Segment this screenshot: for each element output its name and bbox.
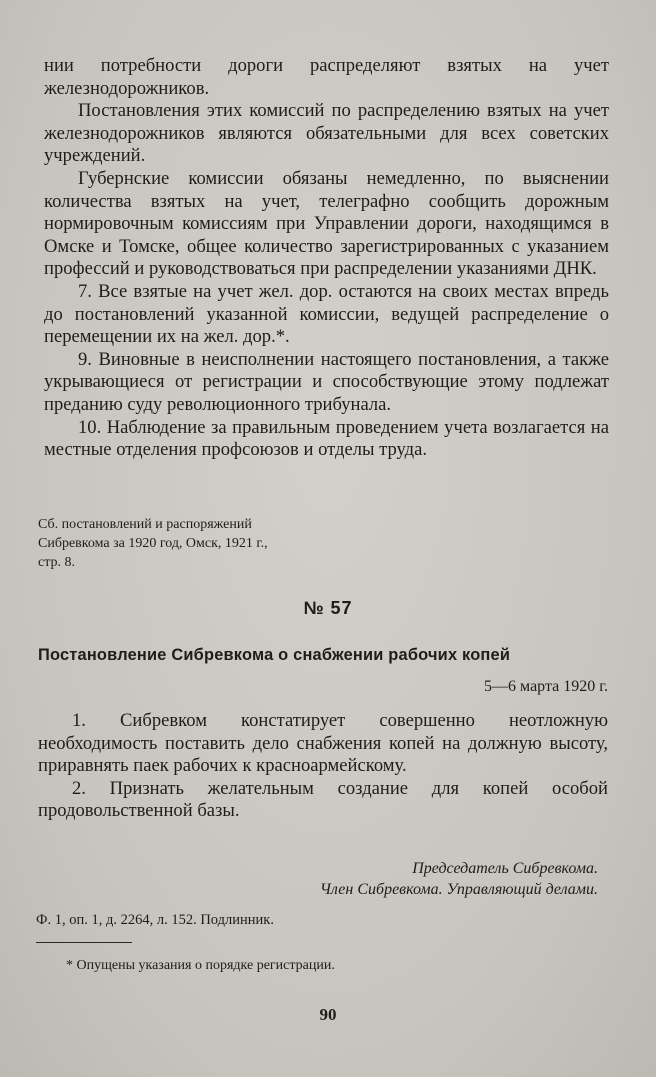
source-line: Сибревкома за 1920 год, Омск, 1921 г., [38, 536, 268, 551]
paragraph-item-9: 9. Виновные в неисполнении настоящего постановления, а также укрывающиеся от регистрации и способствующие этому подлежат преданию суду революционного трибунала. [44, 348, 609, 415]
signature-member: Член Сибревкома. Управляющий делами. [319, 881, 598, 898]
body-text [44, 55, 609, 462]
document-date: 5—6 марта 1920 г. [484, 678, 608, 695]
signature-block [320, 858, 598, 900]
document-title: Постановление Сибревкома о снабжении рабочих копей [38, 646, 511, 664]
archive-reference: Ф. 1, оп. 1, д. 2264, л. 152. Подлинник. [36, 912, 274, 928]
document-body [38, 710, 608, 823]
paragraph-continuation: нии потребности дороги распределяют взятых на учет железнодорожников. [44, 55, 609, 99]
paragraph-item-2: 2. Признать желательным создание для копей особой продовольственной базы. [38, 777, 608, 822]
source-line: стр. 8. [38, 555, 76, 570]
paragraph: Постановления этих комиссий по распределению взятых на учет железнодорожников являются обязательными для всех советских учреждений. [44, 100, 609, 167]
paragraph: Губернские комиссии обязаны немедленно, по выяснении количества взятых на учет, телеграфно сообщить дорожным нормировочным комиссиям при Управлении дороги, находящимся в Омске и Томске, общее количество зарегистрированных с указанием профессий и руководствоваться при распределении указаниями ДНК. [44, 167, 609, 280]
paragraph-item-7: 7. Все взятые на учет жел. дор. остаются на своих местах впредь до постановлений указанной комиссии, ведущей распределение о перемещении их на жел. дор.*. [44, 280, 609, 348]
paragraph-item-10: 10. Наблюдение за правильным проведением учета возлагается на местные отделения профсоюзов и отделы труда. [44, 416, 609, 461]
footnote: * Опущены указания о порядке регистрации. [66, 958, 335, 973]
page-number: 90 [319, 1005, 337, 1024]
document-number: № 57 [303, 598, 353, 618]
source-citation [38, 515, 378, 572]
paragraph-item-1: 1. Сибревком констатирует совершенно неотложную необходимость поставить дело снабжения копей на должную высоту, приравнять паек рабочих к красноармейскому. [38, 710, 608, 777]
footnote-divider [36, 942, 132, 943]
source-line: Сб. постановлений и распоряжений [38, 517, 252, 532]
signature-chairman: Председатель Сибревкома. [412, 860, 598, 877]
